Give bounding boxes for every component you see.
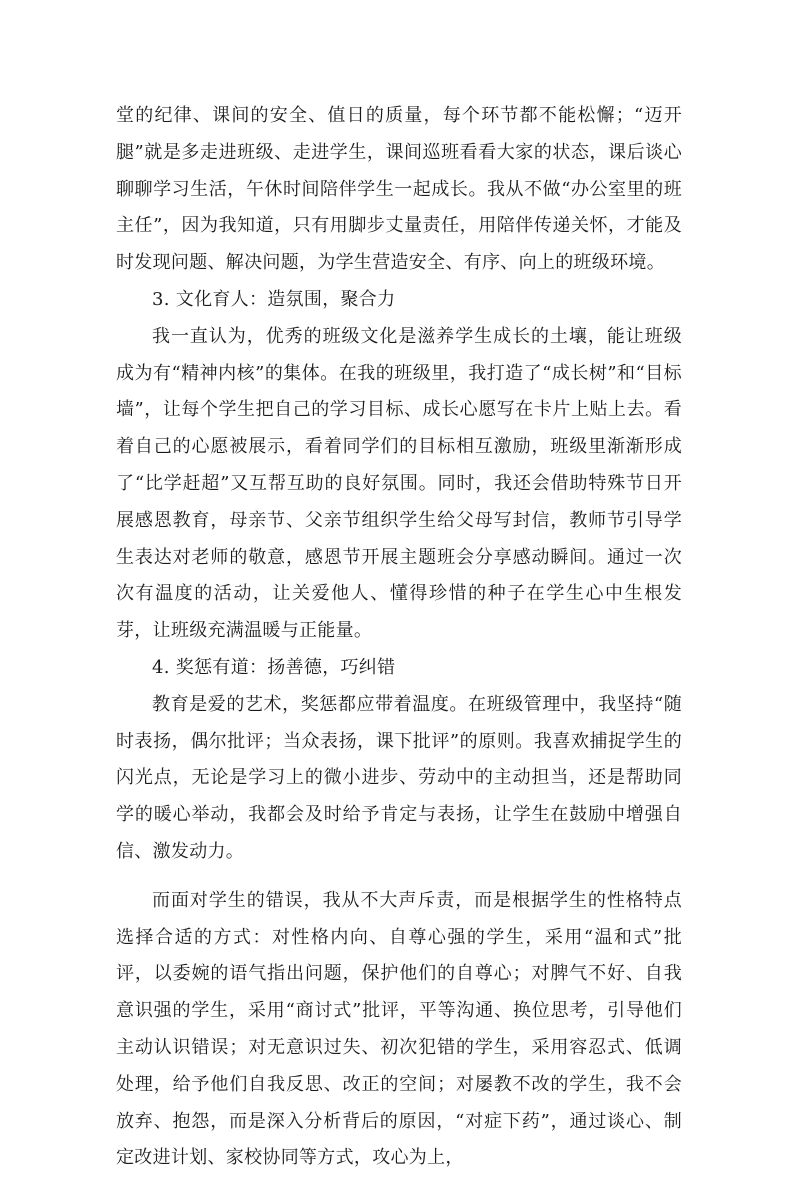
- paragraph-criticism: 而面对学生的错误，我从不大声斥责，而是根据学生的性格特点选择合适的方式：对性格内向、自尊心强的学生，采用“温和式”批评，以委婉的语气指出问题，保护他们的自尊心；对脾气不好、自我意识强的学生，采用“商讨式”批评，平等沟通、换位思考，引导他们主动认识错误；对无意识过失、初次犯错的学生，采用容忍式、低调处理，给予他们自我反思、改正的空间；对屡教不改的学生，我不会放弃、抱怨，而是深入分析背后的原因，“对症下药”，通过谈心、制定改进计划、家校协同等方式，攻心为上，: [116, 889, 682, 1169]
- section-heading-rewards: 4. 奖惩有道：扬善德，巧纠错: [152, 656, 396, 678]
- paragraph-continuation: 堂的纪律、课间的安全、值日的质量，每个环节都不能松懈；“迈开腿”就是多走进班级、走进学生，课间巡班看看大家的状态，课后谈心聊聊学习生活，午休时间陪伴学生一起成长。我从不做“办公室里的班主任”，因为我知道，只有用脚步丈量责任，用陪伴传递关怀，才能及时发现问题、解决问题，为学生营造安全、有序、向上的班级环境。: [116, 105, 682, 274]
- paragraph-rewards: 教育是爱的艺术，奖惩都应带着温度。在班级管理中，我坚持“随时表扬，偶尔批评；当众表扬，课下批评”的原则。我喜欢捕捉学生的闪光点，无论是学习上的微小进步、劳动中的主动担当，还是帮助同学的暖心举动，我都会及时给予肯定与表扬，让学生在鼓励中增强自信、激发动力。: [116, 693, 682, 862]
- document-page: [116, 98, 682, 1177]
- section-heading-culture: 3. 文化育人：造氛围，聚合力: [152, 288, 396, 310]
- paragraph-culture: 我一直认为，优秀的班级文化是滋养学生成长的土壤，能让班级成为有“精神内核”的集体。在我的班级里，我打造了“成长树”和“目标墙”，让每个学生把自己的学习目标、成长心愿写在卡片上贴上去。看着自己的心愿被展示，看着同学们的目标相互激励，班级里渐渐形成了“比学赶超”又互帮互助的良好氛围。同时，我还会借助特殊节日开展感恩教育，母亲节、父亲节组织学生给父母写封信，教师节引导学生表达对老师的敬意，感恩节开展主题班会分享感动瞬间。通过一次次有温度的活动，让关爱他人、懂得珍惜的种子在学生心中生根发芽，让班级充满温暖与正能量。: [116, 325, 682, 642]
